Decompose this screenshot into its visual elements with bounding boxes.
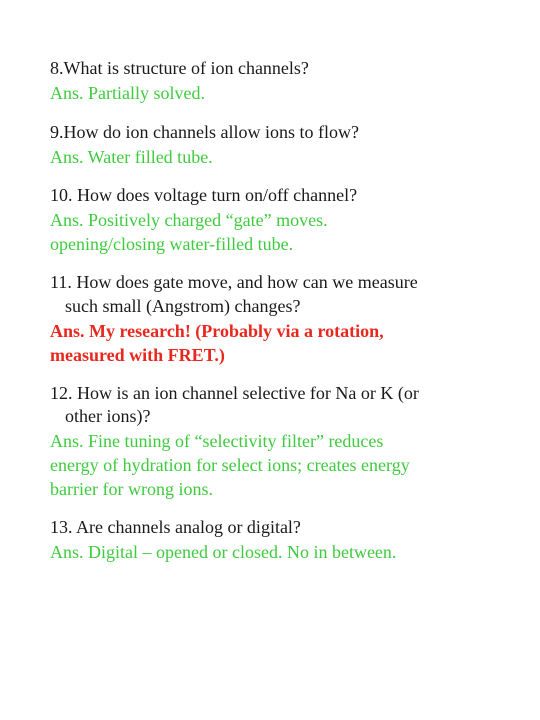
question-11-line-2: such small (Angstrom) changes? [65, 296, 301, 316]
answer-10-line-1: Ans. Positively charged “gate” moves. [50, 210, 328, 230]
question-10-line-1: 10. How does voltage turn on/off channel? [50, 185, 358, 205]
answer-10-line-2: opening/closing water-filled tube. [50, 234, 294, 254]
answer-12-line-2: energy of hydration for select ions; creates energy [50, 455, 410, 475]
question-13-line-1: 13. Are channels analog or digital? [50, 517, 301, 537]
question-11-line-1: 11. How does gate move, and how can we measure [50, 272, 418, 292]
question-9-line-1: 9.How do ion channels allow ions to flow? [50, 122, 359, 142]
answer-8-line-1: Ans. Partially solved. [50, 83, 205, 103]
answer-13-line-1: Ans. Digital – opened or closed. No in between. [50, 542, 397, 562]
answer-11-line-2: measured with FRET.) [50, 345, 225, 365]
answer-12-line-3: barrier for wrong ions. [50, 479, 213, 499]
question-12-line-1: 12. How is an ion channel selective for Na or K (or [50, 383, 419, 403]
question-12-line-2: other ions)? [65, 406, 151, 426]
answer-11-line-1: Ans. My research! (Probably via a rotation, [50, 321, 384, 341]
answer-9-line-1: Ans. Water filled tube. [50, 147, 213, 167]
answer-12-line-1: Ans. Fine tuning of “selectivity filter” reduces [50, 431, 384, 451]
question-8-line-1: 8.What is structure of ion channels? [50, 58, 309, 78]
